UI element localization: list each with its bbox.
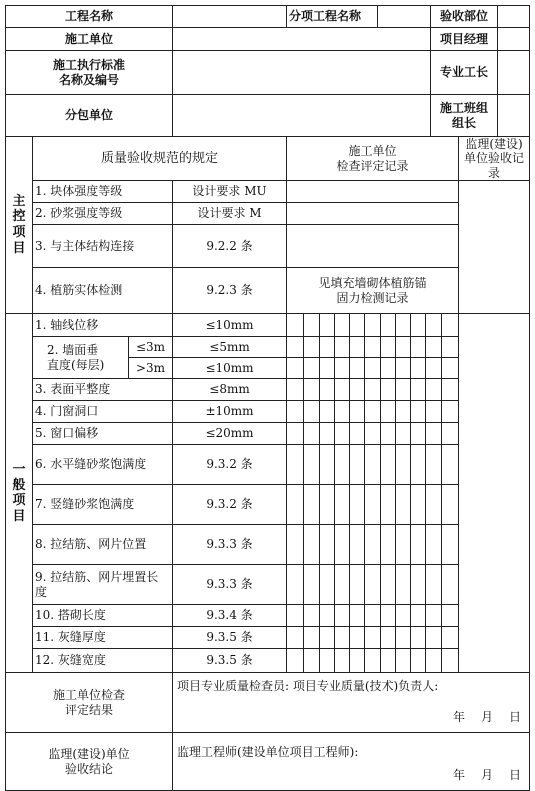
- general-item-name: 11. 灰缝厚度: [33, 627, 173, 649]
- header-row-standard: [6, 51, 530, 95]
- general-item-row: [6, 565, 530, 605]
- construction-result-label-line1: 施工单位检查: [52, 688, 125, 703]
- standard-label-line1: 施工执行标准: [52, 58, 125, 73]
- main-item-name: 2. 砂浆强度等级: [33, 203, 173, 225]
- general-item-spec: ±10mm: [173, 401, 287, 423]
- general-item-row: [6, 337, 530, 358]
- measurement-grid[interactable]: [287, 445, 459, 485]
- general-item-name: 12. 灰缝宽度: [33, 649, 173, 673]
- general-item-spec: ≤10mm: [173, 358, 287, 379]
- general-item-row: [6, 423, 530, 445]
- check-record-header-line1: 施工单位: [348, 144, 397, 159]
- supervision-header-line2: 单位验收记录: [463, 151, 524, 180]
- inspection-table: [5, 5, 530, 791]
- measurement-grid[interactable]: [287, 337, 459, 358]
- measurement-grid[interactable]: [287, 627, 459, 649]
- general-item-name: 7. 竖缝砂浆饱满度: [33, 485, 173, 525]
- main-item-record-line2: 固力检测记录: [336, 290, 409, 305]
- measurement-grid[interactable]: [287, 358, 459, 379]
- general-item-name: 9. 拉结筋、网片埋置长度: [33, 565, 173, 605]
- general-item-spec: 9.3.5 条: [173, 649, 287, 673]
- measurement-grid[interactable]: [287, 605, 459, 627]
- main-item-record[interactable]: [287, 225, 459, 268]
- project-name-label: 工程名称: [6, 6, 173, 28]
- main-item-spec: 9.2.3 条: [173, 268, 287, 314]
- construction-result-date: 年 月 日: [452, 709, 521, 724]
- spec-title: 质量验收规范的规定: [33, 137, 287, 181]
- general-section-label: 一 般 项 目: [6, 314, 33, 673]
- general-item-row: [6, 445, 530, 485]
- construction-result-label-line2: 评定结果: [64, 702, 113, 717]
- general-item-sub-height: ≤3m: [129, 337, 173, 358]
- general-item-row: [6, 649, 530, 673]
- general-item-row: [6, 379, 530, 401]
- general-item-name-line2: 直度(每层): [47, 357, 105, 372]
- main-item-row: [6, 181, 530, 203]
- main-item-name: 1. 块体强度等级: [33, 181, 173, 203]
- construction-result-value[interactable]: [173, 673, 530, 733]
- engineer-signature-label: 监理工程师(建设单位项目工程师):: [177, 745, 359, 760]
- general-item-spec: ≤10mm: [173, 314, 287, 337]
- general-item-row: [6, 401, 530, 423]
- team-leader-label-line1: 施工班组: [439, 101, 488, 116]
- main-item-spec: 9.2.2 条: [173, 225, 287, 268]
- general-item-row: [6, 485, 530, 525]
- general-item-row: [6, 627, 530, 649]
- main-item-spec: 设计要求 M: [173, 203, 287, 225]
- foreman-label: 专业工长: [431, 51, 498, 94]
- construction-result-row: [6, 673, 530, 733]
- main-item-spec: 设计要求 MU: [173, 181, 287, 203]
- project-name-value[interactable]: [173, 6, 287, 28]
- general-item-name: 6. 水平缝砂浆饱满度: [33, 445, 173, 485]
- measurement-grid[interactable]: [287, 485, 459, 525]
- general-item-name: 5. 窗口偏移: [33, 423, 173, 445]
- general-supervision-record[interactable]: [459, 314, 530, 673]
- standard-value[interactable]: [173, 51, 431, 95]
- standard-label-line2: 名称及编号: [58, 72, 119, 87]
- main-item-row: [6, 268, 530, 314]
- general-item-row: [6, 314, 530, 337]
- general-item-name: 4. 门窗洞口: [33, 401, 173, 423]
- general-item-spec: ≤8mm: [173, 379, 287, 401]
- subcontractor-value[interactable]: [173, 95, 431, 137]
- column-header-row: [6, 137, 530, 181]
- main-item-name: 4. 植筋实体检测: [33, 268, 173, 314]
- general-item-name: 3. 表面平整度: [33, 379, 173, 401]
- header-row-subcontractor: [6, 95, 530, 137]
- check-record-header-line2: 检查评定记录: [336, 158, 409, 173]
- subcontractor-label: 分包单位: [6, 95, 173, 137]
- measurement-grid[interactable]: [287, 649, 459, 673]
- main-item-row: [6, 225, 530, 268]
- general-item-name: 10. 搭砌长度: [33, 605, 173, 627]
- team-leader-label-line2: 组长: [451, 115, 476, 130]
- construction-unit-value[interactable]: [173, 28, 431, 51]
- measurement-grid[interactable]: [287, 423, 459, 445]
- main-item-record[interactable]: [287, 181, 459, 203]
- main-supervision-record[interactable]: [459, 181, 530, 314]
- supervision-header-line1: 监理(建设): [465, 137, 523, 151]
- general-item-spec: 9.3.2 条: [173, 445, 287, 485]
- general-item-name: 8. 拉结筋、网片位置: [33, 525, 173, 565]
- construction-unit-label: 施工单位: [6, 28, 173, 51]
- general-item-row: [6, 605, 530, 627]
- main-item-record[interactable]: [287, 203, 459, 225]
- general-item-sub-height: >3m: [129, 358, 173, 379]
- supervision-result-label-line1: 监理(建设)单位: [48, 747, 130, 762]
- general-item-spec: 9.3.3 条: [173, 565, 287, 605]
- header-row-project: [6, 6, 530, 28]
- measurement-grid[interactable]: [287, 565, 459, 605]
- main-item-row: [6, 203, 530, 225]
- measurement-grid[interactable]: [287, 314, 459, 337]
- main-item-name: 3. 与主体结构连接: [33, 225, 173, 268]
- main-control-section-label: 主 控 项 目: [6, 137, 33, 314]
- supervision-result-label-line2: 验收结论: [64, 761, 113, 776]
- measurement-grid[interactable]: [287, 401, 459, 423]
- header-row-construction-unit: [6, 28, 530, 51]
- general-item-spec: 9.3.5 条: [173, 627, 287, 649]
- general-item-name: 1. 轴线位移: [33, 314, 173, 337]
- general-item-name-line1: 2. 墙面垂: [47, 343, 99, 358]
- general-item-spec: ≤5mm: [173, 337, 287, 358]
- supervision-result-date: 年 月 日: [452, 767, 521, 782]
- main-item-record-line1: 见填充墙砌体植筋锚: [318, 276, 427, 291]
- general-item-spec: ≤20mm: [173, 423, 287, 445]
- general-item-spec: 9.3.4 条: [173, 605, 287, 627]
- measurement-grid[interactable]: [287, 525, 459, 565]
- inspector-signature-label: 项目专业质量检查员: 项目专业质量(技术)负责人:: [177, 679, 439, 694]
- subproject-name-label: 分项工程名称: [287, 6, 378, 27]
- measurement-grid[interactable]: [287, 379, 459, 401]
- general-item-spec: 9.3.3 条: [173, 525, 287, 565]
- general-item-row: [6, 525, 530, 565]
- project-manager-label: 项目经理: [431, 28, 498, 50]
- acceptance-part-label: 验收部位: [431, 6, 498, 27]
- general-item-spec: 9.3.2 条: [173, 485, 287, 525]
